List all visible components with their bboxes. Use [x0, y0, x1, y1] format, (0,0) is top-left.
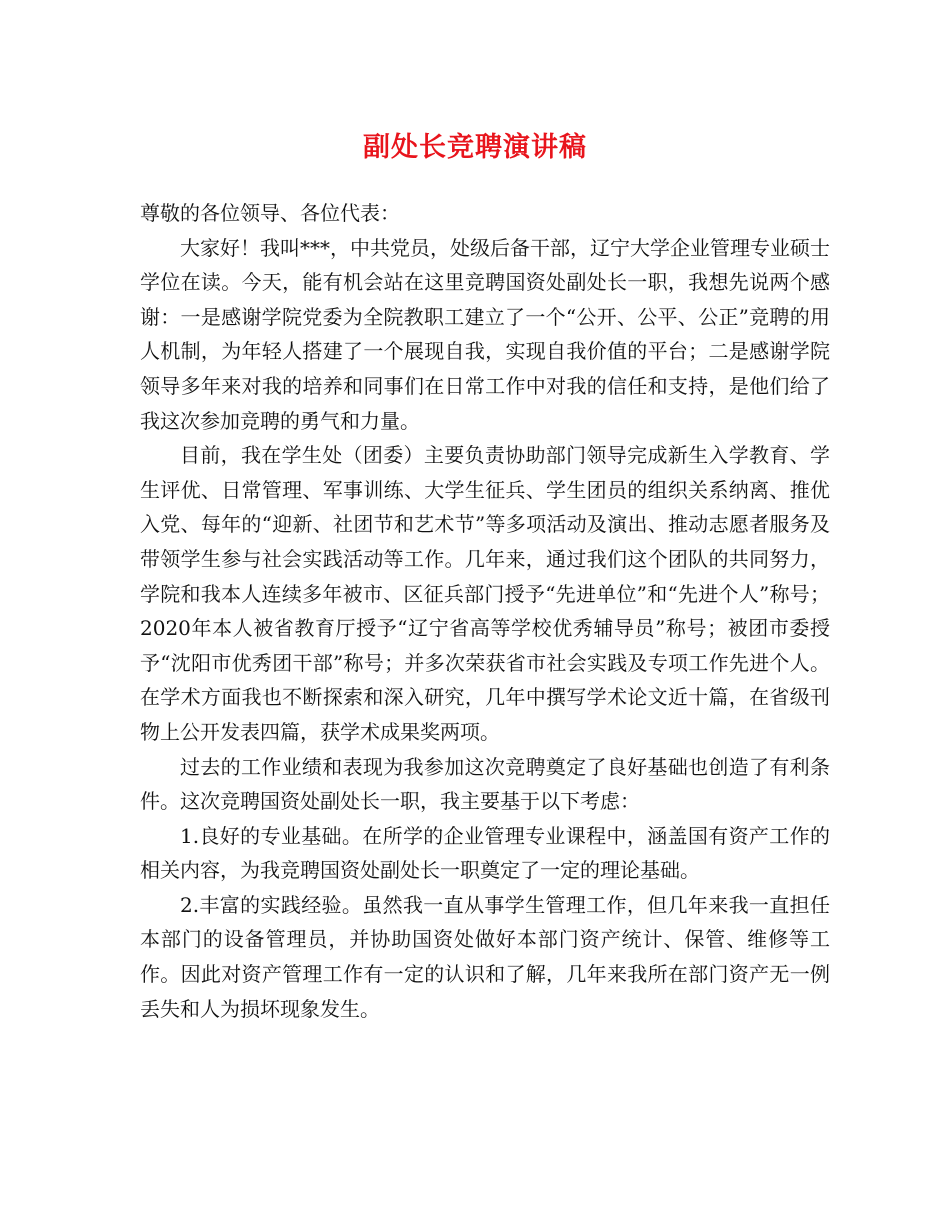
- paragraph-point-1: 1.良好的专业基础。在所学的企业管理专业课程中，涵盖国有资产工作的相关内容，为我竞聘国资处副处长一职奠定了一定的理论基础。: [140, 823, 830, 883]
- paragraph-greeting: 大家好！我叫***，中共党员，处级后备干部，辽宁大学企业管理专业硕士学位在读。今天，能有机会站在这里竞聘国资处副处长一职，我想先说两个感谢：一是感谢学院党委为全院教职工建立了一个“公开、公平、公正”竞聘的用人机制，为年轻人搭建了一个展现自我，实现自我价值的平台；二是感谢学院领导多年来对我的培养和同事们在日常工作中对我的信任和支持，是他们给了我这次参加竞聘的勇气和力量。: [140, 235, 830, 433]
- salutation: 尊敬的各位领导、各位代表：: [140, 201, 400, 225]
- document-title: 副处长竞聘演讲稿: [363, 132, 587, 163]
- paragraph-considerations-intro: 过去的工作业绩和表现为我参加这次竞聘奠定了良好基础也创造了有利条件。这次竞聘国资处副处长一职，我主要基于以下考虑：: [140, 754, 830, 814]
- document-body: [140, 196, 830, 1026]
- paragraph-point-2: 2.丰富的实践经验。虽然我一直从事学生管理工作，但几年来我一直担任本部门的设备管理员，并协助国资处做好本部门资产统计、保管、维修等工作。因此对资产管理工作有一定的认识和了解，几年来我所在部门资产无一例丢失和人为损坏现象发生。: [140, 892, 830, 1021]
- paragraph-current-work: 目前，我在学生处（团委）主要负责协助部门领导完成新生入学教育、学生评优、日常管理、军事训练、大学生征兵、学生团员的组织关系纳离、推优入党、每年的“迎新、社团节和艺术节”等多项活动及演出、推动志愿者服务及带领学生参与社会实践活动等工作。几年来，通过我们这个团队的共同努力，学院和我本人连续多年被市、区征兵部门授予“先进单位”和“先进个人”称号；2020年本人被省教育厅授予“辽宁省高等学校优秀辅导员”称号；被团市委授予“沈阳市优秀团干部”称号；并多次荣获省市社会实践及专项工作先进个人。在学术方面我也不断探索和深入研究，几年中撰写学术论文近十篇，在省级刊物上公开发表四篇，获学术成果奖两项。: [140, 443, 830, 744]
